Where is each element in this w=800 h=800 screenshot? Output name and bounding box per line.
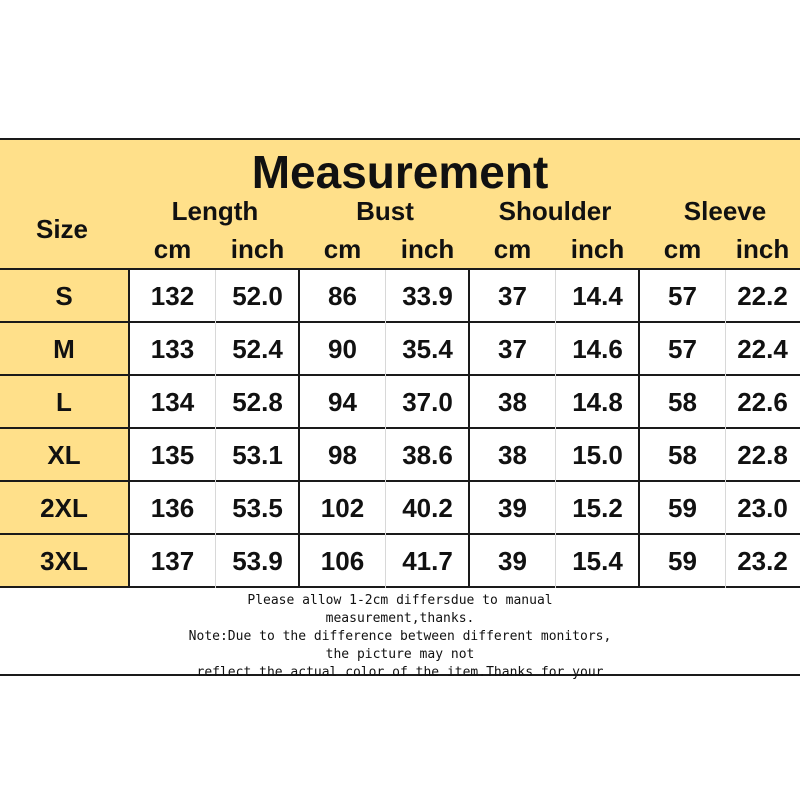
measurement-cell: 38.6 xyxy=(402,440,453,470)
measurement-cell: 53.1 xyxy=(232,440,283,470)
measurement-cell: 37.0 xyxy=(402,387,453,417)
measurement-cell: 57 xyxy=(668,281,697,311)
size-cell: S xyxy=(0,270,130,323)
unit-divider xyxy=(555,270,556,588)
note-line: Note:Due to the difference between different monitors, xyxy=(188,629,612,644)
measurement-cell: 38 xyxy=(498,440,527,470)
measurement-cell: 39 xyxy=(498,493,527,523)
unit-divider xyxy=(725,270,726,588)
size-cell: M xyxy=(0,323,130,376)
measurement-cell: 86 xyxy=(328,281,357,311)
measurement-cell: 59 xyxy=(668,493,697,523)
note-line: measurement,thanks. xyxy=(325,611,475,626)
measurement-cell: 58 xyxy=(668,440,697,470)
note-line: reflect the actual color of the item.Thanks for your xyxy=(196,665,604,680)
measurement-cell: 22.4 xyxy=(737,334,788,364)
measurement-cell: 137 xyxy=(150,546,195,576)
size-cell: XL xyxy=(0,429,130,482)
unit-divider xyxy=(215,270,216,588)
measurement-cell: 33.9 xyxy=(402,281,453,311)
measurement-cell: 22.8 xyxy=(737,440,788,470)
group-header-sleeve: Sleeve xyxy=(683,196,767,226)
measurement-cell: 132 xyxy=(150,281,195,311)
group-header-bust: Bust xyxy=(356,196,414,226)
size-cell: L xyxy=(0,376,130,429)
measurement-cell: 133 xyxy=(150,334,195,364)
measurement-cell: 14.6 xyxy=(572,334,623,364)
measurement-cell: 98 xyxy=(328,440,357,470)
measurement-cell: 41.7 xyxy=(402,546,453,576)
row-divider xyxy=(0,586,800,588)
unit-header: cm xyxy=(153,234,192,264)
size-cell: 3XL xyxy=(0,535,130,588)
measurement-cell: 59 xyxy=(668,546,697,576)
measurement-cell: 102 xyxy=(320,493,365,523)
measurement-cell: 15.2 xyxy=(572,493,623,523)
table-row xyxy=(0,270,800,323)
measurement-cell: 22.2 xyxy=(737,281,788,311)
unit-header: cm xyxy=(493,234,532,264)
measurement-cell: 15.0 xyxy=(572,440,623,470)
measurement-cell: 106 xyxy=(320,546,365,576)
disclaimer-note xyxy=(0,592,800,682)
table-row xyxy=(0,376,800,429)
measurement-cell: 94 xyxy=(328,387,357,417)
measurement-cell: 136 xyxy=(150,493,195,523)
measurement-cell: 15.4 xyxy=(572,546,623,576)
unit-divider xyxy=(385,270,386,588)
unit-header: inch xyxy=(735,234,790,264)
size-cell: 2XL xyxy=(0,482,130,535)
measurement-cell: 57 xyxy=(668,334,697,364)
measurement-cell: 39 xyxy=(498,546,527,576)
measurement-cell: 37 xyxy=(498,281,527,311)
measurement-cell: 23.0 xyxy=(737,493,788,523)
table-row xyxy=(0,323,800,376)
measurement-cell: 23.2 xyxy=(737,546,788,576)
group-divider xyxy=(638,270,640,588)
size-chart xyxy=(0,138,800,680)
unit-header: inch xyxy=(230,234,285,264)
table-row xyxy=(0,482,800,535)
chart-title: Measurement xyxy=(251,146,549,198)
chart-header xyxy=(0,140,800,270)
measurement-cell: 134 xyxy=(150,387,195,417)
unit-header: inch xyxy=(400,234,455,264)
note-line: the picture may not xyxy=(325,647,475,662)
unit-header: inch xyxy=(570,234,625,264)
measurement-cell: 40.2 xyxy=(402,493,453,523)
size-column-header: Size xyxy=(35,214,89,244)
measurement-cell: 37 xyxy=(498,334,527,364)
measurement-cell: 38 xyxy=(498,387,527,417)
measurement-cell: 53.9 xyxy=(232,546,283,576)
measurement-cell: 135 xyxy=(150,440,195,470)
group-divider xyxy=(298,270,300,588)
measurement-cell: 14.8 xyxy=(572,387,623,417)
unit-header: cm xyxy=(323,234,362,264)
measurement-cell: 52.4 xyxy=(232,334,283,364)
measurement-cell: 22.6 xyxy=(737,387,788,417)
measurement-cell: 53.5 xyxy=(232,493,283,523)
group-divider xyxy=(468,270,470,588)
table-row xyxy=(0,535,800,588)
group-header-length: Length xyxy=(171,196,259,226)
measurement-cell: 52.0 xyxy=(232,281,283,311)
unit-header: cm xyxy=(663,234,702,264)
table-row xyxy=(0,429,800,482)
group-header-shoulder: Shoulder xyxy=(498,196,612,226)
measurement-cell: 52.8 xyxy=(232,387,283,417)
measurement-cell: 90 xyxy=(328,334,357,364)
measurement-cell: 58 xyxy=(668,387,697,417)
note-line: Please allow 1-2cm differsdue to manual xyxy=(247,593,553,608)
measurement-cell: 35.4 xyxy=(402,334,453,364)
measurement-cell: 14.4 xyxy=(572,281,623,311)
